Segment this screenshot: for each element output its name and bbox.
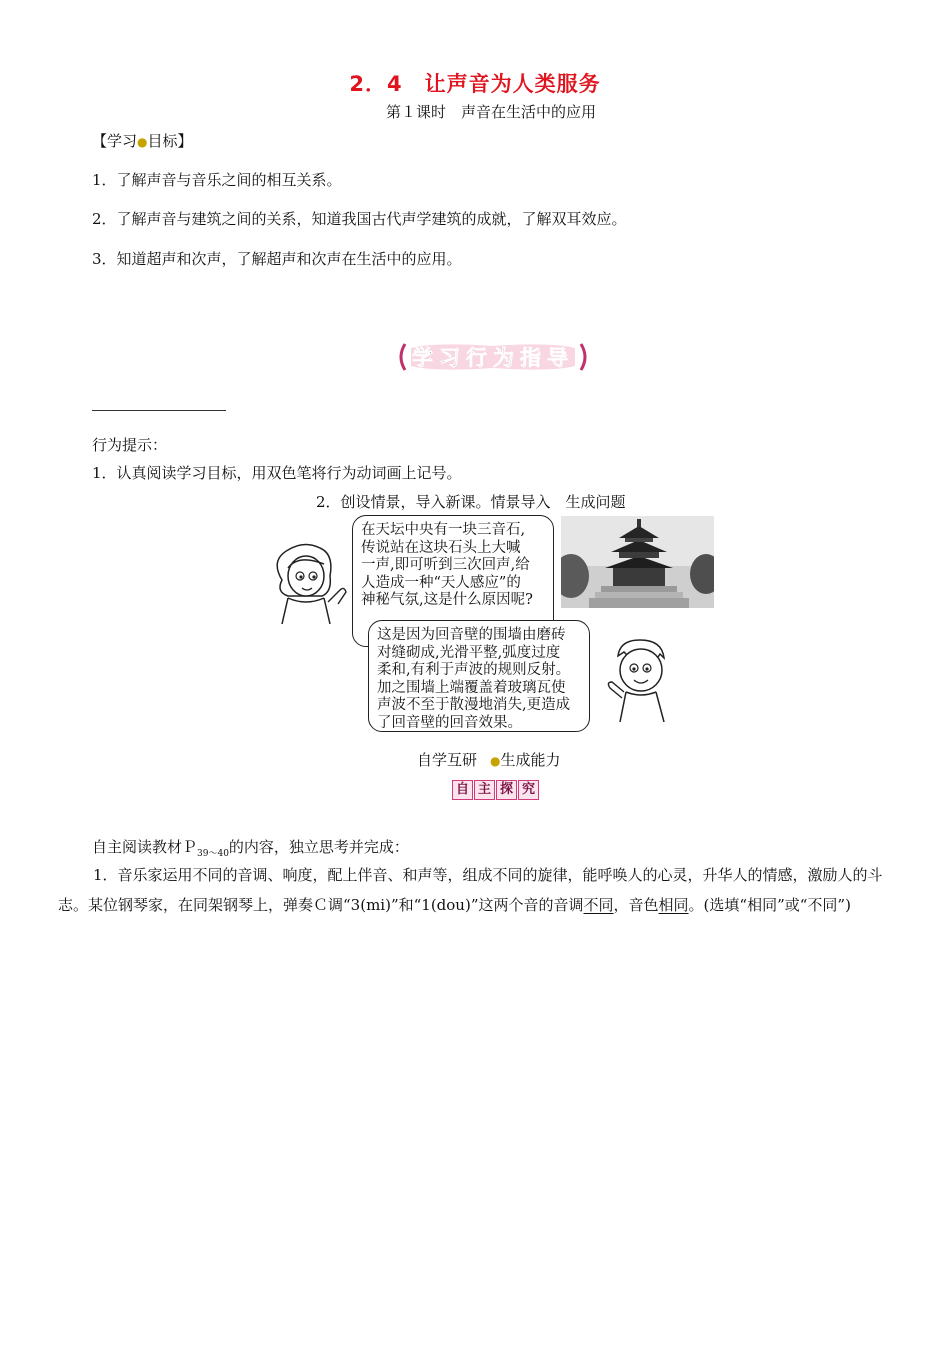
bubble-line: 声波不至于散漫地消失,更造成 [377, 697, 571, 714]
dot-mark-icon: ● [137, 135, 148, 149]
hints-heading: 行为提示： [92, 436, 168, 454]
bubble-line: 了回音壁的回音效果。 [377, 714, 522, 731]
bubble-line: 神秘气氛,这是什么原因呢? [361, 592, 533, 609]
bubble-line: 在天坛中央有一块三音石, [361, 522, 526, 538]
badge-char: 主 [474, 780, 495, 800]
answer-blank: 不同 [583, 896, 614, 914]
lesson-subtitle: 第１课时 声音在生活中的应用 [385, 103, 596, 121]
hint-item: 2．创设情景，导入新课。情景导入 生成问题 [316, 493, 626, 511]
girl-cartoon-icon [268, 540, 354, 624]
bubble-line: 传说站在这块石头上大喊 [361, 539, 521, 556]
badge-char: 探 [496, 780, 517, 800]
question-text: 1．音乐家运用不同的音调、响度，配上伴音、和声等，组成不同的旋律，能呼唤人的心灵，升华人的情感，激励人的斗志。某位钢琴家，在同架钢琴上，弹奏Ｃ调“3(mi)”和“1(dou)”这两个音的音调 [58, 866, 883, 914]
badge-char: 自 [452, 780, 473, 800]
boy-speech-bubble [368, 620, 590, 732]
self-study-right: 生成能力 [500, 751, 561, 769]
divider-rule [92, 410, 226, 411]
goals-heading [92, 130, 193, 153]
bubble-line: 这是因为回音壁的围墙由磨砖 [377, 627, 566, 643]
goal-item: 3．知道超声和次声，了解超声和次声在生活中的应用。 [92, 250, 462, 268]
question-text: 。(选填“相同”或“不同”) [688, 896, 851, 914]
page-title: 2．4 让声音为人类服务 [349, 72, 601, 96]
question-1 [58, 860, 898, 920]
answer-blank: 相同 [658, 896, 689, 914]
bubble-line: 一声,即可听到三次回声,给 [361, 557, 530, 574]
goals-heading-left: 【学习 [92, 132, 138, 150]
question-text: ，音色 [613, 896, 659, 914]
reading-text-after: 的内容，独立思考并完成： [228, 838, 409, 856]
goal-item: 2．了解声音与建筑之间的关系，知道我国古代声学建筑的成就，了解双耳效应。 [92, 210, 627, 228]
self-study-label [417, 749, 561, 772]
section-banner [395, 338, 591, 376]
banner-text: 学习行为指导 [412, 346, 574, 370]
bubble-line: 柔和,有利于声波的规则反射。 [377, 662, 571, 679]
boy-cartoon-icon [604, 636, 676, 722]
goal-item: 1．了解声音与音乐之间的相互关系。 [92, 171, 342, 189]
goals-heading-right: 目标】 [147, 132, 193, 150]
bubble-line: 对缝砌成,光滑平整,弧度过度 [377, 644, 561, 661]
self-explore-badge [452, 780, 540, 800]
self-study-left: 自学互研 [417, 751, 478, 769]
badge-char: 究 [518, 780, 539, 800]
reading-pages: 39～40 [197, 849, 229, 859]
bubble-line: 加之围墙上端覆盖着玻璃瓦使 [377, 679, 566, 696]
reading-text-before: 自主阅读教材Ｐ [92, 838, 198, 856]
temple-of-heaven-photo [561, 516, 714, 608]
bubble-line: 人造成一种“天人感应”的 [361, 574, 521, 591]
hint-item: 1．认真阅读学习目标，用双色笔将行为动词画上记号。 [92, 464, 462, 482]
dot-mark-icon: ● [490, 754, 501, 768]
